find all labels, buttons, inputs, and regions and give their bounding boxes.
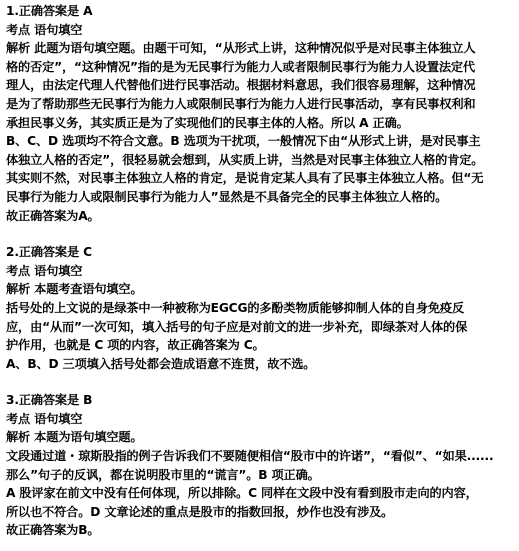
topic-line: 考点 语句填空: [6, 22, 83, 37]
answer-heading: 1.正确答案是 A: [6, 4, 93, 18]
explanation-line: 体独立人格的否定”，很轻易就会想到，从实质上讲，当然是对民事主体独立人格的肯定。: [6, 152, 484, 167]
explanation-line: 那么”句子的反讽，都在说明股市里的“谎言”。B 项正确。: [6, 467, 320, 482]
explanation-line: 括号处的上文说的是绿茶中一种被称为EGCG的多酚类物质能够抑制人体的自身免疫反: [6, 300, 464, 315]
explanation-line: A、B、D 三项填入括号处都会造成语意不连贯，故不选。: [6, 356, 316, 371]
conclusion-line: 故正确答案为A。: [6, 208, 100, 223]
explanation-line: 所以也不符合。D 文章论述的重点是股市的指数回报，炒作也没有涉及。: [6, 504, 394, 519]
explanation-line: 解析 本题考查语句填空。: [6, 282, 143, 297]
answer-section-3: [6, 391, 515, 540]
section-spacer: [6, 225, 515, 243]
section-spacer: [6, 373, 515, 391]
explanation-line: 民事行为能力人或限制民事行为能力人”显然是不具备完全的民事主体独立人格的。: [6, 189, 448, 204]
explanation-line: 是为了帮助那些无民事行为能力人或限制民事行为能力人进行民事活动，享有民事权利和: [6, 96, 476, 111]
answer-heading: 2.正确答案是 C: [6, 245, 92, 260]
answer-section-2: [6, 243, 515, 373]
answer-section-1: [6, 2, 515, 225]
explanation-line: 护作用，也就是 C 项的内容，故正确答案为 C。: [6, 338, 265, 353]
explanation-line: A 股评家在前文中没有任何体现，所以排除。C 同样在文段中没有看到股市走向的内容，: [6, 486, 478, 501]
topic-line: 考点 语句填空: [6, 411, 83, 426]
explanation-line: 理人，由法定代理人代替他们进行民事活动。根据材料意思，我们很容易理解，这种情况: [6, 78, 476, 93]
explanation-line: 应，由“从而”一次可知，填入括号的句子应是对前文的进一步补充，即绿茶对人体的保: [6, 319, 468, 334]
answer-heading: 3.正确答案是 B: [6, 393, 93, 408]
topic-line: 考点 语句填空: [6, 263, 83, 278]
explanation-line: 文段通过道・琼斯股指的例子告诉我们不要随便相信“股市中的许诺”，“看似”、“如果......: [6, 449, 494, 464]
explanation-line: 其实则不然，对民事主体独立人格的肯定，是说肯定某人具有了民事主体独立人格。但“无: [6, 171, 484, 186]
explanation-line: 承担民事义务，其实质正是为了实现他们的民事主体的人格。所以 A 正确。: [6, 115, 409, 130]
explanation-line: 解析 此题为语句填空题。由题干可知，“从形式上讲，这种情况似乎是对民事主体独立人: [6, 41, 476, 56]
explanation-line: 格的否定”，“这种情况”指的是为无民事行为能力人或者限制民事行为能力人设置法定代: [6, 59, 475, 74]
explanation-line: 解析 本题为语句填空题。: [6, 430, 143, 445]
conclusion-line: 故正确答案为B。: [6, 523, 100, 538]
explanation-line: B、C、D 选项均不符合文意。B 选项为干扰项，一般情况下由“从形式上讲，是对民事主: [6, 134, 481, 149]
